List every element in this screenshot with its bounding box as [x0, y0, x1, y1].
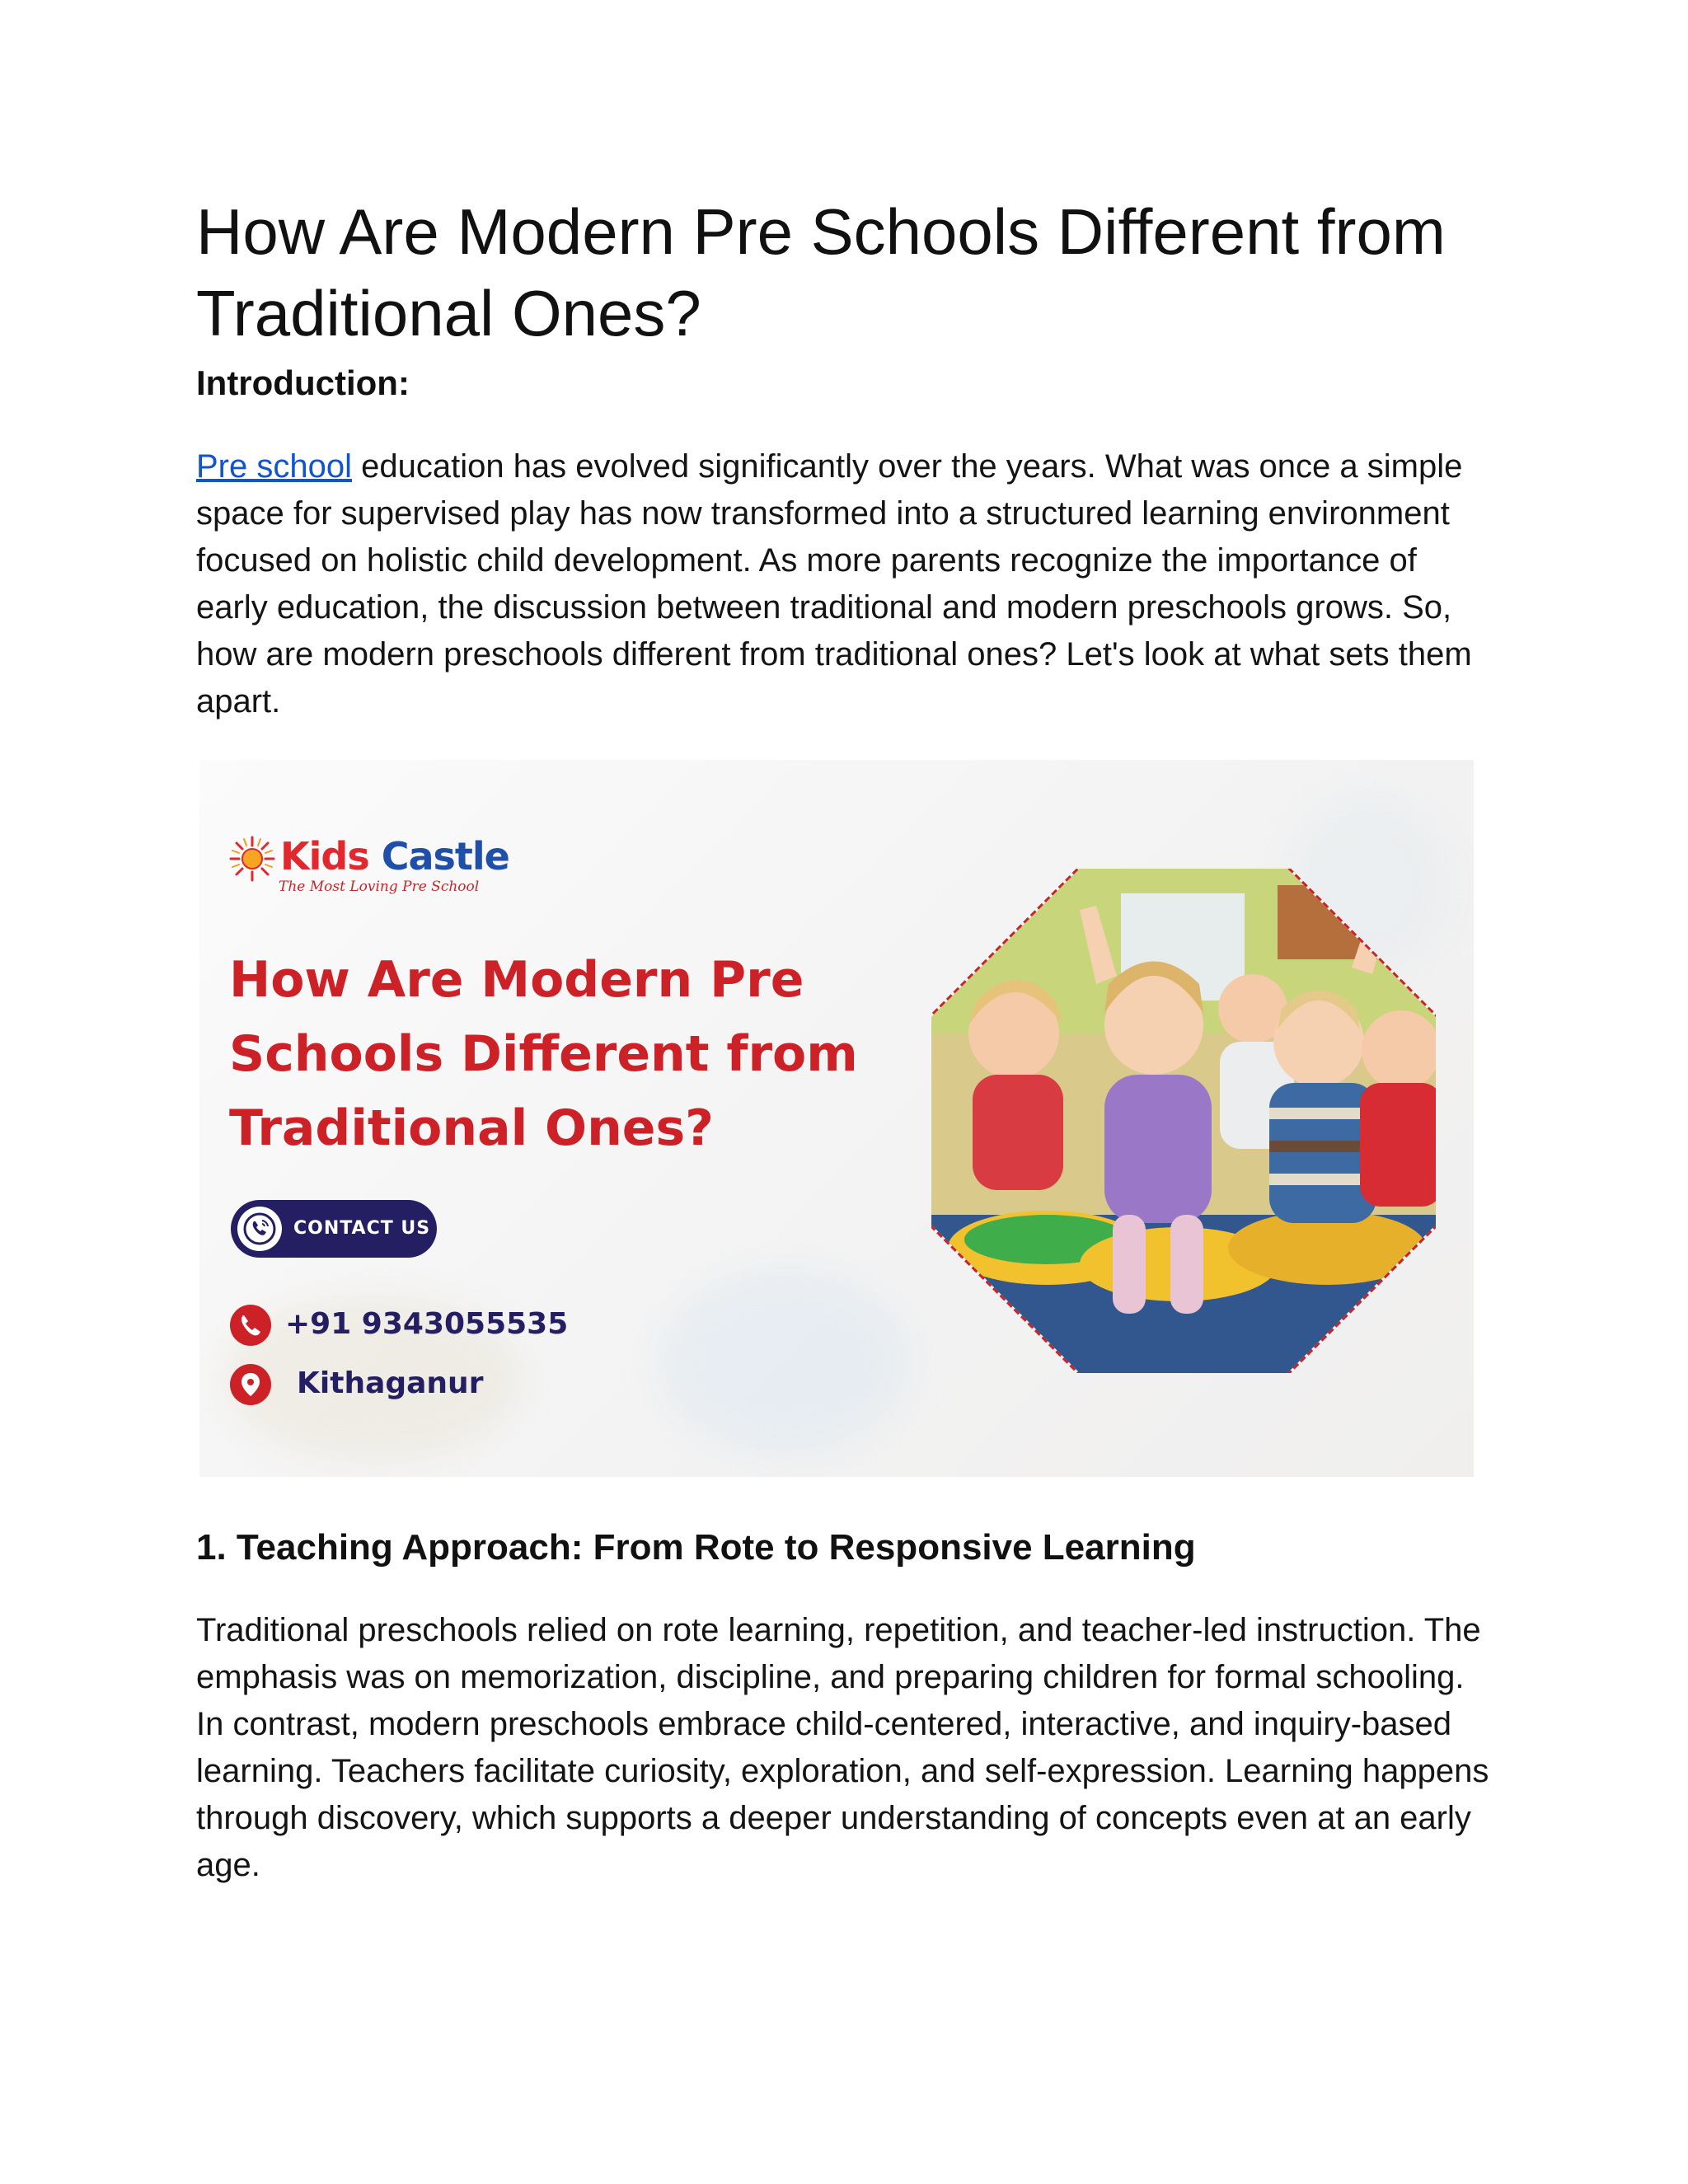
kids-castle-banner-image — [199, 760, 1474, 1477]
contact-us-button — [231, 1200, 437, 1258]
section-paragraph: Traditional preschools relied on rote learning, repetition, and teacher-led instruction. The emphasis was on memorization, discipline, and preparing children for formal schooling. In contrast, modern preschools embrace child-centered, interactive, and inquiry-based learning. Teachers facilitate curiosity, exploration, and self-expression. Learning happens through discovery, which supports a deeper understanding of concepts even at an early age. — [196, 1612, 1489, 1883]
pre-school-link[interactable]: Pre school — [196, 448, 352, 485]
contact-us-label: CONTACT US — [293, 1218, 431, 1239]
location-name: Kithaganur — [297, 1366, 484, 1400]
sun-logo-icon — [229, 836, 275, 882]
intro-text: education has evolved significantly over the years. What was once a simple space for supervised play has now transformed into a structured learning environment focused on holistic child development. As more parents recognize the importance of early education, the discussion between traditional and modern preschools grows. So, how are modern preschools different from traditional ones? Let's look at what sets them apart. — [196, 448, 1472, 719]
logo-tagline: The Most Loving Pre School — [279, 879, 480, 895]
section-heading: 1. Teaching Approach: From Rote to Responsive Learning — [196, 1527, 1196, 1568]
phone-call-icon — [237, 1207, 282, 1251]
phone-number: +91 9343055535 — [285, 1307, 569, 1341]
logo-wordmark: Kids Castle — [280, 834, 509, 879]
phone-icon — [229, 1304, 272, 1347]
banner-title: How Are Modern Pre Schools Different from Traditional Ones? — [229, 951, 858, 1157]
children-classroom-photo — [931, 869, 1436, 1373]
intro-heading: Introduction: — [196, 363, 410, 402]
page-title: How Are Modern Pre Schools Different from Traditional Ones? — [196, 195, 1446, 349]
location-pin-icon — [229, 1363, 272, 1406]
intro-paragraph — [196, 443, 1492, 725]
